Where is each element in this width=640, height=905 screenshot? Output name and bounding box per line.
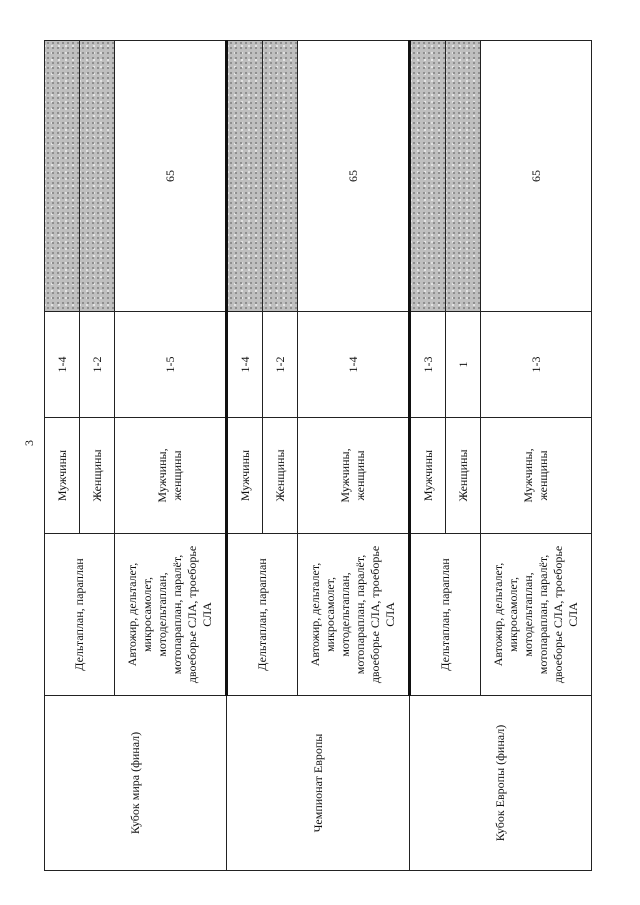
shaded-points-cell (263, 41, 298, 312)
gender-cell: Мужчины (227, 418, 263, 534)
gender-cell: Мужчины, женщины (115, 418, 227, 534)
places-cell: 1-3 (410, 312, 446, 418)
gender-cell: Женщины (263, 418, 298, 534)
competition-table (44, 40, 592, 871)
shaded-points-cell (80, 41, 115, 312)
page-number-text: 3 (22, 440, 36, 446)
points-cell: 65 (115, 41, 227, 312)
places-cell: 1-3 (481, 312, 592, 418)
gender-cell: Мужчины, женщины (481, 418, 592, 534)
places-cell: 1-2 (263, 312, 298, 418)
places-cell: 1-2 (80, 312, 115, 418)
table-row (45, 41, 80, 871)
shaded-points-cell (410, 41, 446, 312)
gender-cell: Женщины (446, 418, 481, 534)
aircraft-cell: Автожир, дельталет, микросамолет, мотодельтаплан, мотопараплан, паралёт, двоеборье СЛА, троеборье СЛА (115, 534, 227, 696)
shaded-points-cell (446, 41, 481, 312)
gender-cell: Мужчины (410, 418, 446, 534)
places-cell: 1-5 (115, 312, 227, 418)
aircraft-cell: Автожир, дельталет, микросамолет, мотодельтаплан, мотопараплан, паралёт, двоеборье СЛА, троеборье СЛА (298, 534, 410, 696)
places-cell: 1-4 (227, 312, 263, 418)
gender-cell: Мужчины, женщины (298, 418, 410, 534)
page-number (23, 440, 35, 446)
places-cell: 1-4 (298, 312, 410, 418)
shaded-points-cell (45, 41, 80, 312)
points-cell: 65 (298, 41, 410, 312)
table-row (410, 41, 446, 871)
aircraft-cell: Автожир, дельталет, микросамолет, мотодельтаплан, мотопараплан, паралёт, двоеборье СЛА, троеборье СЛА (481, 534, 592, 696)
aircraft-cell: Дельтаплан, параплан (227, 534, 298, 696)
places-cell: 1-4 (45, 312, 80, 418)
aircraft-cell: Дельтаплан, параплан (45, 534, 115, 696)
aircraft-cell: Дельтаплан, параплан (410, 534, 481, 696)
shaded-points-cell (227, 41, 263, 312)
gender-cell: Женщины (80, 418, 115, 534)
gender-cell: Мужчины (45, 418, 80, 534)
table-row (227, 41, 263, 871)
points-cell: 65 (481, 41, 592, 312)
competition-name-cell: Кубок Европы (финал) (410, 696, 592, 871)
competition-name-cell: Чемпионат Европы (227, 696, 410, 871)
places-cell: 1 (446, 312, 481, 418)
rotated-table-wrapper (44, 41, 592, 871)
competition-name-cell: Кубок мира (финал) (45, 696, 227, 871)
